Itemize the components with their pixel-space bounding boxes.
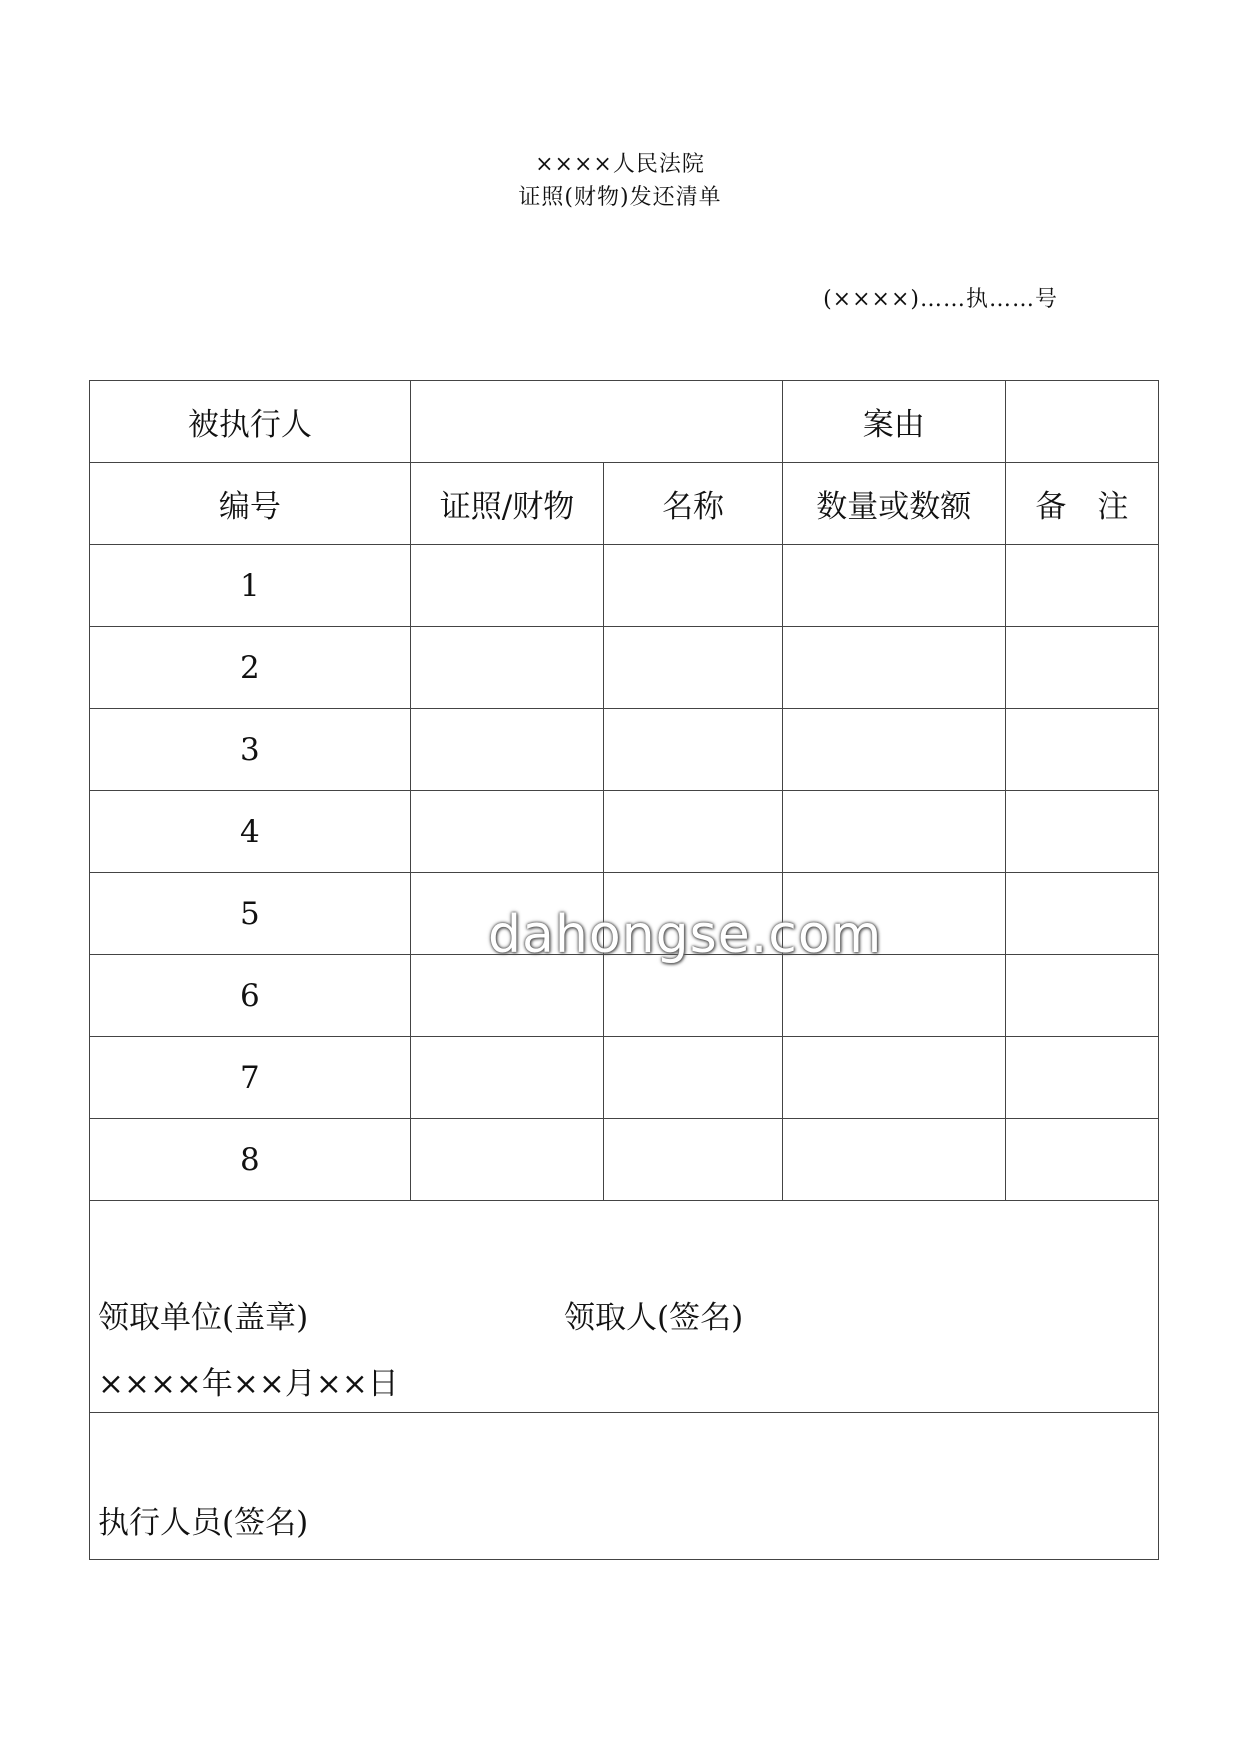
column-header-name: 名称: [604, 463, 783, 545]
executor-label: 执行人员(签名): [98, 1505, 309, 1541]
column-header-remarks: 备 注: [1005, 463, 1158, 545]
remarks-cell[interactable]: [1005, 873, 1158, 955]
remarks-cell[interactable]: [1005, 627, 1158, 709]
quantity-cell[interactable]: [782, 955, 1005, 1037]
respondent-row: [90, 381, 1159, 463]
receiving-unit-label: 领取单位(盖章): [98, 1300, 309, 1336]
document-header: [0, 148, 1240, 214]
item-type-cell[interactable]: [410, 627, 604, 709]
remarks-cell[interactable]: [1005, 955, 1158, 1037]
header-row: [90, 463, 1159, 545]
name-cell[interactable]: [604, 545, 783, 627]
row-number: 4: [90, 791, 411, 873]
table-row: [90, 545, 1159, 627]
return-list-table: [89, 380, 1159, 1560]
table-row: [90, 955, 1159, 1037]
quantity-cell[interactable]: [782, 709, 1005, 791]
item-type-cell[interactable]: [410, 545, 604, 627]
row-number: 3: [90, 709, 411, 791]
quantity-cell[interactable]: [782, 545, 1005, 627]
column-header-quantity: 数量或数额: [782, 463, 1005, 545]
row-number: 6: [90, 955, 411, 1037]
court-name: ××××人民法院: [535, 152, 705, 177]
remarks-cell[interactable]: [1005, 709, 1158, 791]
table-row: [90, 1119, 1159, 1201]
column-header-item-type: 证照/财物: [410, 463, 604, 545]
item-type-cell[interactable]: [410, 1119, 604, 1201]
table-row: [90, 627, 1159, 709]
name-cell[interactable]: [604, 709, 783, 791]
row-number: 2: [90, 627, 411, 709]
item-type-cell[interactable]: [410, 709, 604, 791]
date-line: ××××年××月××日: [98, 1366, 399, 1402]
quantity-cell[interactable]: [782, 873, 1005, 955]
quantity-cell[interactable]: [782, 791, 1005, 873]
remarks-cell[interactable]: [1005, 1119, 1158, 1201]
name-cell[interactable]: [604, 1037, 783, 1119]
form-title: 证照(财物)发还清单: [518, 185, 722, 210]
row-number: 7: [90, 1037, 411, 1119]
item-type-cell[interactable]: [410, 1037, 604, 1119]
quantity-cell[interactable]: [782, 1119, 1005, 1201]
name-cell[interactable]: [604, 873, 783, 955]
cause-value[interactable]: [1005, 381, 1158, 463]
receiver-signature-area[interactable]: [90, 1201, 1159, 1413]
name-cell[interactable]: [604, 1119, 783, 1201]
name-cell[interactable]: [604, 955, 783, 1037]
respondent-label: 被执行人: [90, 381, 411, 463]
remarks-cell[interactable]: [1005, 1037, 1158, 1119]
column-header-number: 编号: [90, 463, 411, 545]
quantity-cell[interactable]: [782, 1037, 1005, 1119]
row-number: 1: [90, 545, 411, 627]
row-number: 8: [90, 1119, 411, 1201]
watermark: dahongse.com: [488, 905, 883, 965]
table-row: [90, 1037, 1159, 1119]
table-row: [90, 709, 1159, 791]
item-type-cell[interactable]: [410, 791, 604, 873]
name-cell[interactable]: [604, 627, 783, 709]
row-number: 5: [90, 873, 411, 955]
cause-label: 案由: [782, 381, 1005, 463]
item-type-cell[interactable]: [410, 955, 604, 1037]
table-row: [90, 791, 1159, 873]
case-number: (××××)……执……号: [823, 287, 1058, 312]
executor-signature-area[interactable]: [90, 1413, 1159, 1560]
remarks-cell[interactable]: [1005, 545, 1158, 627]
executor-row: [90, 1413, 1159, 1560]
quantity-cell[interactable]: [782, 627, 1005, 709]
receiver-label: 领取人(签名): [564, 1300, 744, 1336]
item-type-cell[interactable]: [410, 873, 604, 955]
table-row: [90, 873, 1159, 955]
remarks-cell[interactable]: [1005, 791, 1158, 873]
respondent-value[interactable]: [410, 381, 782, 463]
signature-row: [90, 1201, 1159, 1413]
name-cell[interactable]: [604, 791, 783, 873]
